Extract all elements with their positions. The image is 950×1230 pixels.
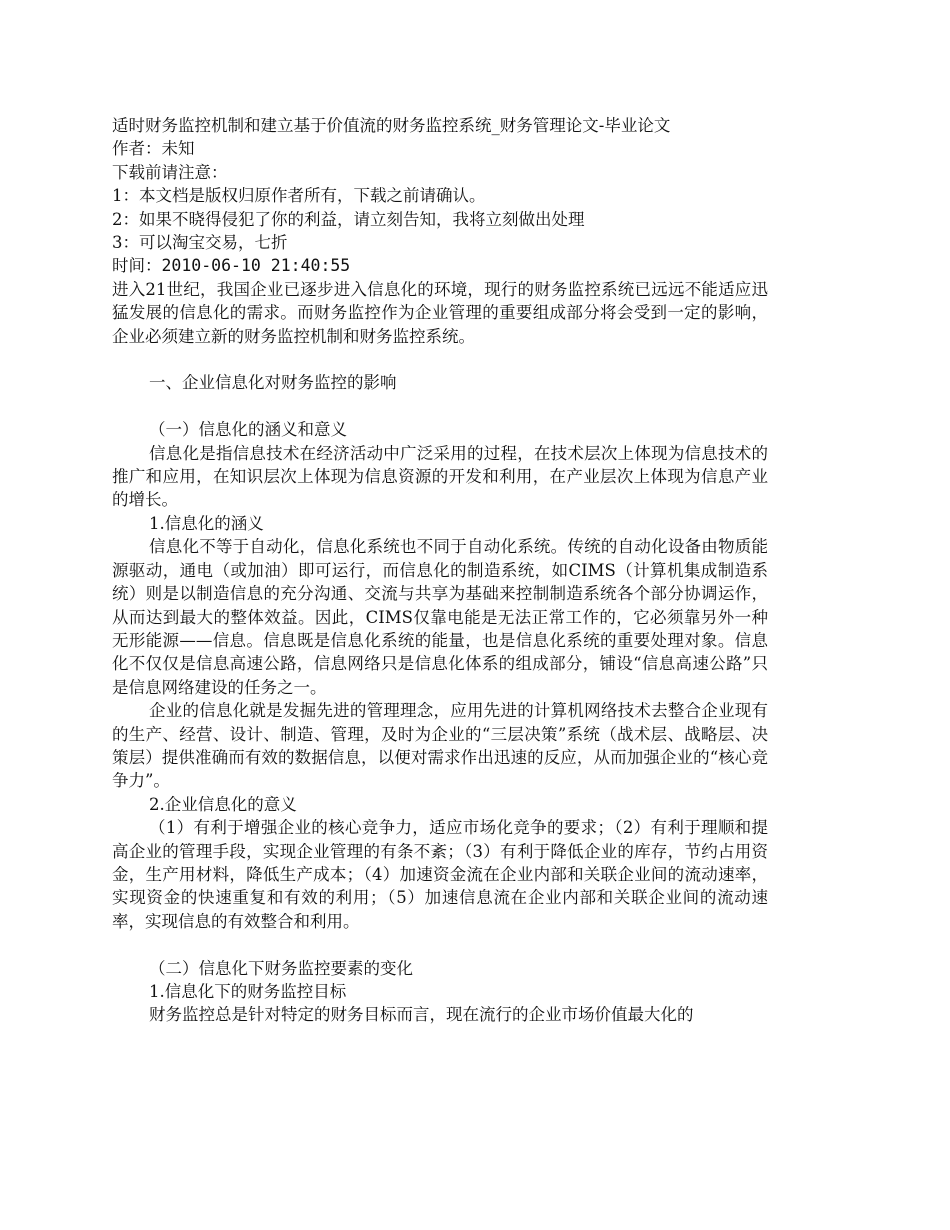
paragraph-benefits: （1）有利于增强企业的核心竞争力，适应市场化竞争的要求；（2）有利于理顺和提高企业的管理手段，实现企业管理的有条不紊；（3）有利于降低企业的库存，节约占用资金，生产用材料，降低生产成本；（4）加速资金流在企业内部和关联企业间的流动速率，实现资金的快速重复和有效的利用；（5）加速信息流在企业内部和关联企业间的流动速率，实现信息的有效整合和利用。 (112, 818, 768, 931)
document-page (112, 114, 768, 1027)
notice-item-3: 3：可以淘宝交易，七折 (112, 233, 288, 253)
spacer (112, 933, 768, 956)
heading-significance: 2.企业信息化的意义 (149, 794, 297, 814)
spacer (112, 348, 768, 371)
notice-item-2: 2：如果不晓得侵犯了你的利益，请立刻告知，我将立刻做出处理 (112, 209, 585, 229)
paragraph-informatization-definition: 信息化是指信息技术在经济活动中广泛采用的过程，在技术层次上体现为信息技术的推广和应用，在知识层次上体现为信息资源的开发和利用，在产业层次上体现为信息产业的增长。 (112, 443, 768, 510)
heading-meaning: 1.信息化的涵义 (149, 513, 264, 533)
author-line: 作者：未知 (112, 139, 195, 159)
heading-control-objective: 1.信息化下的财务监控目标 (149, 981, 347, 1001)
paragraph-control-objective: 财务监控总是针对特定的财务目标而言，现在流行的企业市场价值最大化的 (149, 1005, 694, 1025)
timestamp: 时间：2010-06-10 21:40:55 (112, 256, 351, 276)
notice-title: 下载前请注意： (112, 162, 228, 182)
spacer (112, 395, 768, 418)
paragraph-automation: 信息化不等于自动化，信息化系统也不同于自动化系统。传统的自动化设备由物质能源驱动，通电（或加油）即可运行，而信息化的制造系统，如CIMS（计算机集成制造系统）则是以制造信息的充分沟通、交流与共享为基础来控制制造系统各个部分协调运作，从而达到最大的整体效益。因此，CIMS仅靠电能是无法正常工作的，它必须靠另外一种无形能源——信息。信息既是信息化系统的能量，也是信息化系统的重要处理对象。信息化不仅仅是信息高速公路，信息网络只是信息化体系的组成部分，铺设“信息高速公路”只是信息网络建设的任务之一。 (112, 537, 768, 697)
intro-paragraph: 进入21世纪，我国企业已逐步进入信息化的环境，现行的财务监控系统已远远不能适应迅猛发展的信息化的需求。而财务监控作为企业管理的重要组成部分将会受到一定的影响，企业必须建立新的财务监控机制和财务监控系统。 (112, 279, 768, 346)
notice-item-1: 1：本文档是版权归原作者所有，下载之前请确认。 (112, 186, 486, 206)
document-title: 适时财务监控机制和建立基于价值流的财务监控系统_财务管理论文-毕业论文 (112, 116, 671, 135)
subsection-heading-2: （二）信息化下财务监控要素的变化 (149, 958, 413, 978)
paragraph-enterprise-informatization: 企业的信息化就是发掘先进的管理理念，应用先进的计算机网络技术去整合企业现有的生产、经营、设计、制造、管理，及时为企业的“三层决策”系统（战术层、战略层、决策层）提供准确而有效的数据信息，以便对需求作出迅速的反应，从而加强企业的“核心竞争力”。 (112, 701, 768, 791)
subsection-heading-1: （一）信息化的涵义和意义 (149, 420, 347, 440)
section-heading-1: 一、企业信息化对财务监控的影响 (149, 373, 397, 393)
